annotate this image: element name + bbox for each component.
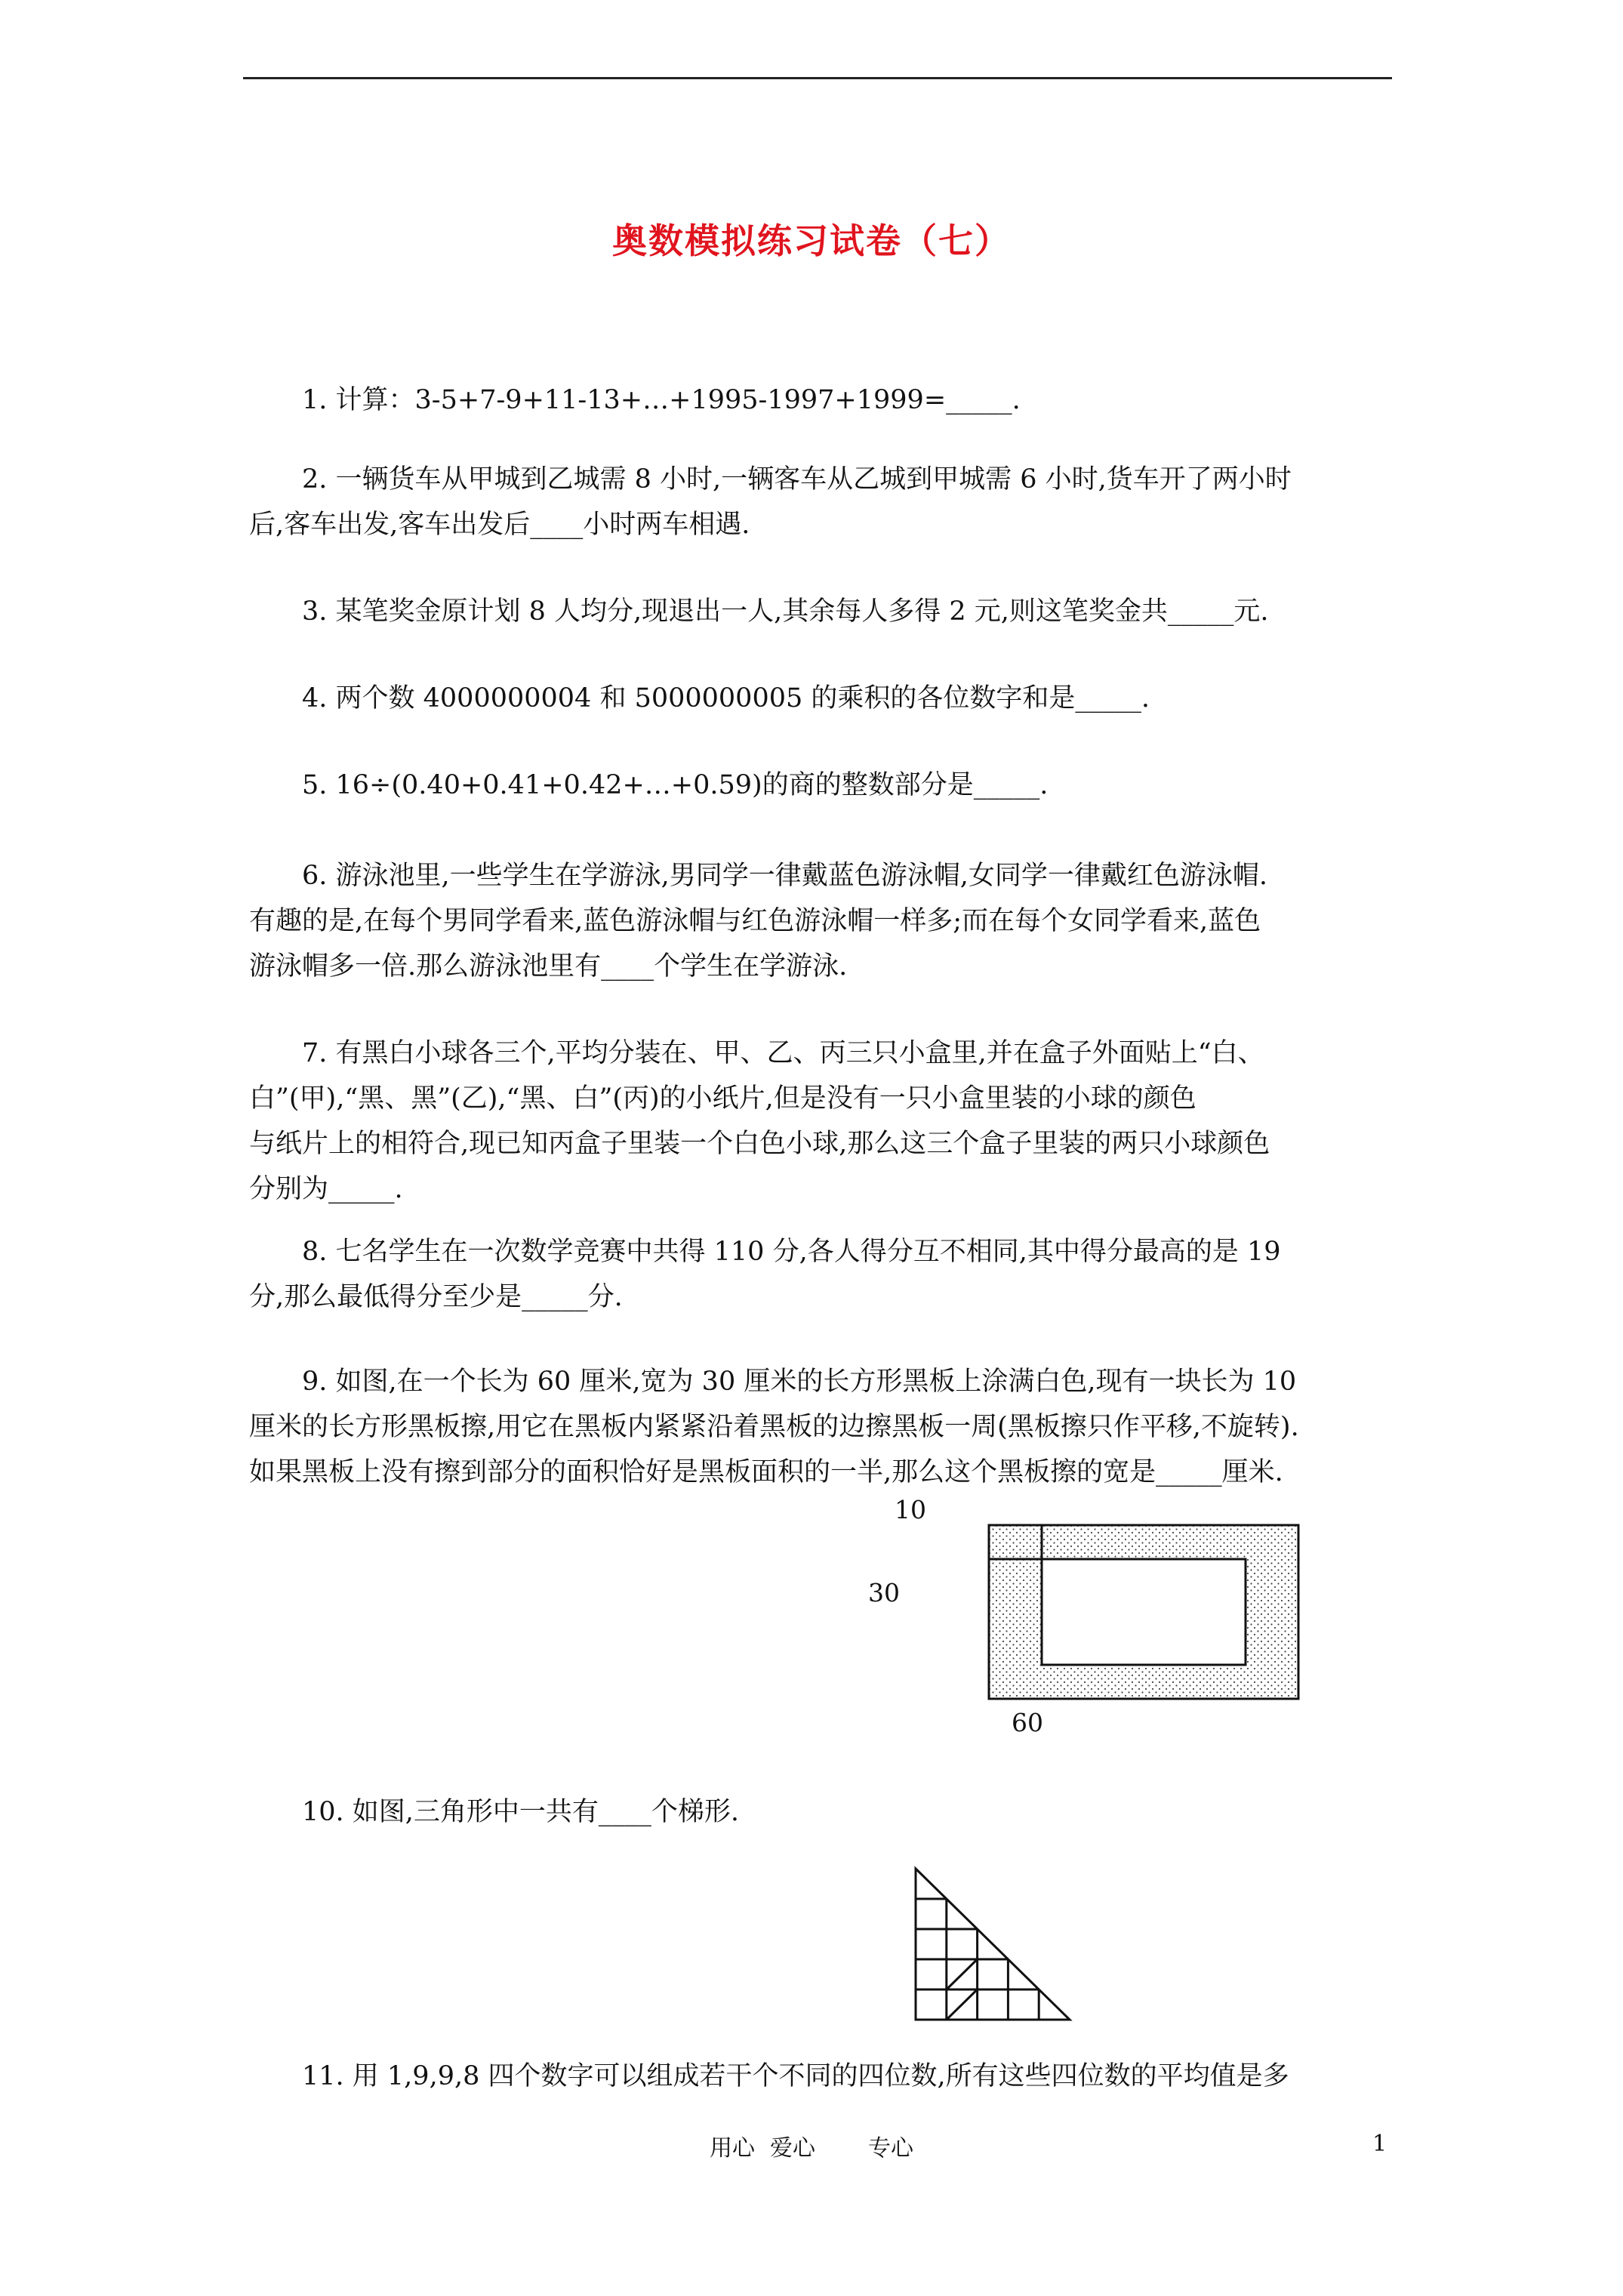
question-line: 8. 七名学生在一次数学竞赛中共得 110 分,各人得分互不相同,其中得分最高的是 19 bbox=[302, 1237, 1281, 1267]
figure9-label-left: 30 bbox=[868, 1578, 900, 1607]
question-5 bbox=[249, 763, 1381, 808]
page-title: 奥数模拟练习试卷（七） bbox=[612, 220, 1011, 261]
question-line: 10. 如图,三角形中一共有____个梯形. bbox=[302, 1797, 740, 1827]
question-line: 后,客车出发,客车出发后____小时两车相遇. bbox=[249, 510, 750, 540]
question-line: 6. 游泳池里,一些学生在学游泳,男同学一律戴蓝色游泳帽,女同学一律戴红色游泳帽. bbox=[302, 861, 1268, 891]
question-2 bbox=[249, 457, 1381, 547]
question-line: 如果黑板上没有擦到部分的面积恰好是黑板面积的一半,那么这个黑板擦的宽是_____厘米. bbox=[249, 1457, 1283, 1487]
question-1 bbox=[249, 378, 1381, 423]
question-line: 分别为_____. bbox=[249, 1174, 403, 1204]
question-11 bbox=[249, 2054, 1381, 2099]
question-6 bbox=[249, 853, 1381, 989]
question-4 bbox=[249, 676, 1381, 721]
unerased-region bbox=[1042, 1559, 1246, 1665]
question-line: 9. 如图,在一个长为 60 厘米,宽为 30 厘米的长方形黑板上涂满白色,现有一块长为 10 bbox=[302, 1367, 1297, 1397]
question-line: 11. 用 1,9,9,8 四个数字可以组成若干个不同的四位数,所有这些四位数的平均值是多 bbox=[302, 2061, 1289, 2091]
page-number: 1 bbox=[1372, 2131, 1387, 2157]
blackboard-figure bbox=[981, 1518, 1306, 1706]
footer-left: 用心 bbox=[710, 2135, 755, 2162]
question-line: 与纸片上的相符合,现已知丙盒子里装一个白色小球,那么这三个盒子里装的两只小球颜色 bbox=[249, 1129, 1270, 1159]
footer-middle: 爱心 bbox=[770, 2135, 815, 2162]
figure9-label-bottom: 60 bbox=[1012, 1708, 1043, 1737]
question-line: 3. 某笔奖金原计划 8 人均分,现退出一人,其余每人多得 2 元,则这笔奖金共_____元. bbox=[302, 596, 1269, 627]
triangle-outline bbox=[916, 1869, 1070, 2020]
question-10 bbox=[249, 1789, 1381, 1835]
header-rule bbox=[243, 77, 1392, 79]
question-line: 2. 一辆货车从甲城到乙城需 8 小时,一辆客车从乙城到甲城需 6 小时,货车开了两小时 bbox=[302, 464, 1292, 495]
question-9 bbox=[249, 1359, 1381, 1495]
question-line: 游泳帽多一倍.那么游泳池里有____个学生在学游泳. bbox=[249, 951, 848, 982]
question-line: 4. 两个数 4000000004 和 5000000005 的乘积的各位数字和是_____. bbox=[302, 683, 1150, 713]
question-7 bbox=[249, 1031, 1381, 1212]
triangle-figure bbox=[902, 1861, 1083, 2027]
question-3 bbox=[249, 589, 1381, 634]
footer-right: 专心 bbox=[868, 2135, 913, 2162]
question-line: 7. 有黑白小球各三个,平均分装在、甲、乙、丙三只小盒里,并在盒子外面贴上“白、 bbox=[302, 1038, 1264, 1068]
question-line: 白”(甲),“黑、黑”(乙),“黑、白”(丙)的小纸片,但是没有一只小盒里装的小球的颜色 bbox=[249, 1083, 1196, 1114]
question-line: 1. 计算：3-5+7-9+11-13+…+1995-1997+1999=_____. bbox=[302, 385, 1021, 415]
question-line: 5. 16÷(0.40+0.41+0.42+…+0.59)的商的整数部分是_____. bbox=[302, 770, 1049, 800]
question-line: 有趣的是,在每个男同学看来,蓝色游泳帽与红色游泳帽一样多;而在每个女同学看来,蓝色 bbox=[249, 906, 1261, 936]
question-8 bbox=[249, 1229, 1381, 1320]
question-line: 厘米的长方形黑板擦,用它在黑板内紧紧沿着黑板的边擦黑板一周(黑板擦只作平移,不旋转). bbox=[249, 1412, 1299, 1442]
figure9-label-top: 10 bbox=[895, 1495, 926, 1524]
question-line: 分,那么最低得分至少是_____分. bbox=[249, 1282, 623, 1312]
